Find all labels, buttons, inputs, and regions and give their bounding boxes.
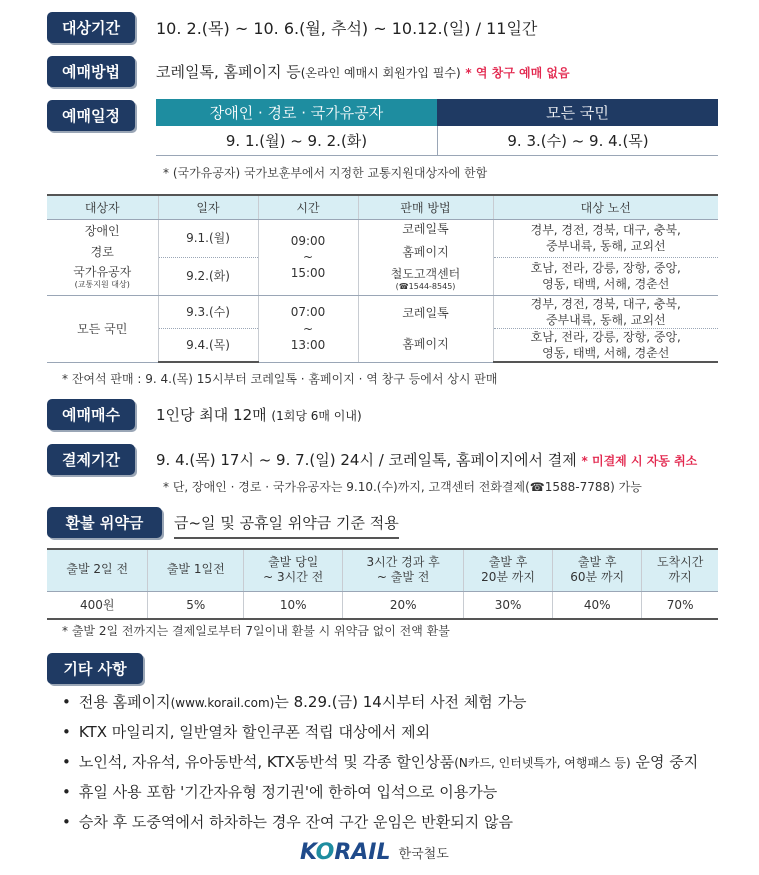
method-main: 코레일톡, 홈페이지 등 <box>156 63 301 81</box>
others-item-text: 휴일 사용 포함 '기간자유형 정기권'에 한하여 입석으로 이용가능 <box>78 783 498 801</box>
others-item <box>62 720 698 750</box>
logo-rest: RAIL <box>334 840 391 865</box>
group1-date1: 9.1.(월) <box>158 219 258 257</box>
korail-wordmark <box>300 840 391 865</box>
group2-methods <box>358 295 493 362</box>
others-label: 기타 사항 <box>47 653 143 684</box>
others-item <box>62 750 698 780</box>
schedule-note: * (국가유공자) 국가보훈부에서 지정한 교통지원대상자에 한함 <box>163 166 488 180</box>
group1-time <box>258 219 358 295</box>
schedule-col1-value: 9. 1.(월) ~ 9. 2.(화) <box>225 132 368 150</box>
header-time: 시간 <box>258 195 358 219</box>
group2-time-end: 13:00 <box>290 337 326 352</box>
group1-methods <box>358 219 493 295</box>
payment-red-note: * 미결제 시 자동 취소 <box>581 454 698 468</box>
refund-value: 5% <box>148 591 244 619</box>
logo-k: K <box>300 840 316 865</box>
schedule-col2-header: 모든 국민 <box>437 99 718 126</box>
group1-method: 홈페이지 <box>402 244 449 259</box>
refund-header <box>343 549 464 591</box>
group2-date1: 9.3.(수) <box>158 295 258 328</box>
others-item-text: 전용 홈페이지 <box>78 693 171 711</box>
refund-header <box>463 549 552 591</box>
route-line: 호남, 전라, 강릉, 장항, 중앙, <box>530 329 681 344</box>
header-route: 대상 노선 <box>493 195 718 219</box>
refund-subtitle: 금~일 및 공휴일 위약금 기준 적용 <box>174 512 399 539</box>
refund-header-line: 출발 당일 <box>268 554 319 569</box>
refund-value: 40% <box>553 591 642 619</box>
refund-header-line: 3시간 경과 후 <box>366 554 440 569</box>
others-item-text: 노인석, 자유석, 유아동반석, KTX동반석 및 각종 할인상품 <box>78 753 455 771</box>
group1-target-small: (교통지원 대상) <box>74 279 130 289</box>
period-label: 대상기간 <box>47 12 135 43</box>
route-line: 중부내륙, 동해, 교외선 <box>545 312 666 327</box>
group2-time-tilde: ~ <box>302 321 314 336</box>
quantity-text <box>156 404 362 425</box>
group1-route1 <box>493 219 718 257</box>
refund-header-line: 도착시간 <box>656 554 704 569</box>
refund-value: 30% <box>463 591 552 619</box>
route-line: 영동, 태백, 서해, 경춘선 <box>542 346 670 361</box>
payment-text <box>156 449 697 470</box>
route-line: 경부, 경전, 경북, 대구, 충북, <box>530 222 681 237</box>
header-method: 판매 방법 <box>358 195 493 219</box>
group1-method: 철도고객센터 <box>390 266 461 281</box>
method-label: 예매방법 <box>47 56 135 87</box>
korail-logo <box>300 840 449 865</box>
group1-date2: 9.2.(화) <box>158 257 258 295</box>
others-item <box>62 810 698 840</box>
route-line: 중부내륙, 동해, 교외선 <box>545 239 666 253</box>
refund-header <box>553 549 642 591</box>
payment-main: 9. 4.(목) 17시 ~ 9. 7.(일) 24시 / 코레일톡, 홈페이지에서 결제 <box>156 451 577 469</box>
group1-time-end: 15:00 <box>290 266 326 281</box>
refund-header <box>148 549 244 591</box>
logo-o: O <box>315 840 335 865</box>
header-date: 일자 <box>158 195 258 219</box>
group2-route2 <box>493 328 718 362</box>
refund-header-line: ~ 3시간 전 <box>263 570 324 585</box>
schedule-col1-header: 장애인 · 경로 · 국가유공자 <box>156 99 437 126</box>
route-line: 호남, 전라, 강릉, 장항, 중앙, <box>530 260 681 275</box>
route-line: 영동, 태백, 서해, 경춘선 <box>542 277 670 291</box>
refund-header-line: 까지 <box>668 570 692 585</box>
others-item-text: KTX 마일리지, 일반열차 할인쿠폰 적립 대상에서 제외 <box>78 723 431 741</box>
group1-phone: (☎1544-8545) <box>395 281 456 291</box>
group2-date2: 9.4.(목) <box>158 328 258 362</box>
method-red-note: * 역 창구 예매 없음 <box>465 66 570 80</box>
table-note: * 잔여석 판매 : 9. 4.(목) 15시부터 코레일톡 · 홈페이지 · 역 창구 등에서 상시 판매 <box>62 372 498 386</box>
quantity-small: (1회당 6매 이내) <box>271 409 362 423</box>
method-small: (온라인 예매시 회원가입 필수) <box>300 66 461 80</box>
group2-target: 모든 국민 <box>47 295 158 362</box>
refund-value: 10% <box>244 591 343 619</box>
others-item-text: 는 8.29.(금) 14시부터 사전 체험 가능 <box>274 693 527 711</box>
others-item-text: 운영 중지 <box>630 753 699 771</box>
refund-label: 환불 위약금 <box>47 507 162 538</box>
group2-method: 홈페이지 <box>402 336 449 351</box>
others-item-text: (N카드, 인터넷특가, 여행패스 등) <box>454 756 631 770</box>
others-item-text: 승차 후 도중역에서 하차하는 경우 잔여 구간 운임은 반환되지 않음 <box>78 813 514 831</box>
refund-header <box>47 549 148 591</box>
period-text: 10. 2.(목) ~ 10. 6.(월, 추석) ~ 10.12.(일) / 11일간 <box>156 19 538 38</box>
schedule-table <box>47 194 718 363</box>
schedule-label: 예매일정 <box>47 100 135 131</box>
quantity-label: 예매매수 <box>47 399 135 430</box>
refund-note: * 출발 2일 전까지는 결제일로부터 7일이내 환불 시 위약금 없이 전액 환불 <box>62 624 450 638</box>
group2-route1 <box>493 295 718 328</box>
schedule-summary <box>156 99 718 156</box>
payment-label: 결제기간 <box>47 444 135 475</box>
route-line: 경부, 경전, 경북, 대구, 충북, <box>530 296 681 311</box>
header-target: 대상자 <box>47 195 158 219</box>
group1-target-line: 국가유공자 <box>73 264 132 279</box>
refund-header-line: 출발 후 <box>577 554 617 569</box>
refund-header-line: 출발 1일전 <box>166 562 225 577</box>
others-item <box>62 780 698 810</box>
group1-target-line: 장애인 <box>84 224 120 239</box>
method-text <box>156 61 570 82</box>
refund-header <box>642 549 718 591</box>
refund-value: 70% <box>642 591 718 619</box>
group2-method: 코레일톡 <box>402 306 449 321</box>
others-item <box>62 690 698 720</box>
group1-target <box>47 219 158 295</box>
refund-header-line: 20분 까지 <box>481 570 535 585</box>
refund-header-line: ~ 출발 전 <box>376 570 430 585</box>
refund-header-line: 60분 까지 <box>570 570 625 585</box>
quantity-main: 1인당 최대 12매 <box>156 406 267 424</box>
group2-time <box>258 295 358 362</box>
group1-route2 <box>493 257 718 295</box>
group1-time-tilde: ~ <box>302 249 314 264</box>
group2-time-start: 07:00 <box>290 305 326 320</box>
refund-header-line: 출발 후 <box>488 554 528 569</box>
korail-korean: 한국철도 <box>398 847 449 862</box>
refund-value: 400원 <box>47 591 148 619</box>
others-list <box>62 690 698 840</box>
group1-time-start: 09:00 <box>290 233 326 248</box>
refund-table <box>47 548 718 620</box>
refund-value: 20% <box>343 591 464 619</box>
others-item-text: (www.korail.com) <box>170 696 275 710</box>
refund-header-line: 출발 2일 전 <box>66 562 129 577</box>
refund-header <box>244 549 343 591</box>
schedule-col2-value: 9. 3.(수) ~ 9. 4.(목) <box>437 126 718 155</box>
group1-method: 코레일톡 <box>402 222 449 237</box>
group1-target-line: 경로 <box>90 244 114 259</box>
payment-note: * 단, 장애인 · 경로 · 국가유공자는 9.10.(수)까지, 고객센터 전화결제(☎1588-7788) 가능 <box>163 480 642 494</box>
